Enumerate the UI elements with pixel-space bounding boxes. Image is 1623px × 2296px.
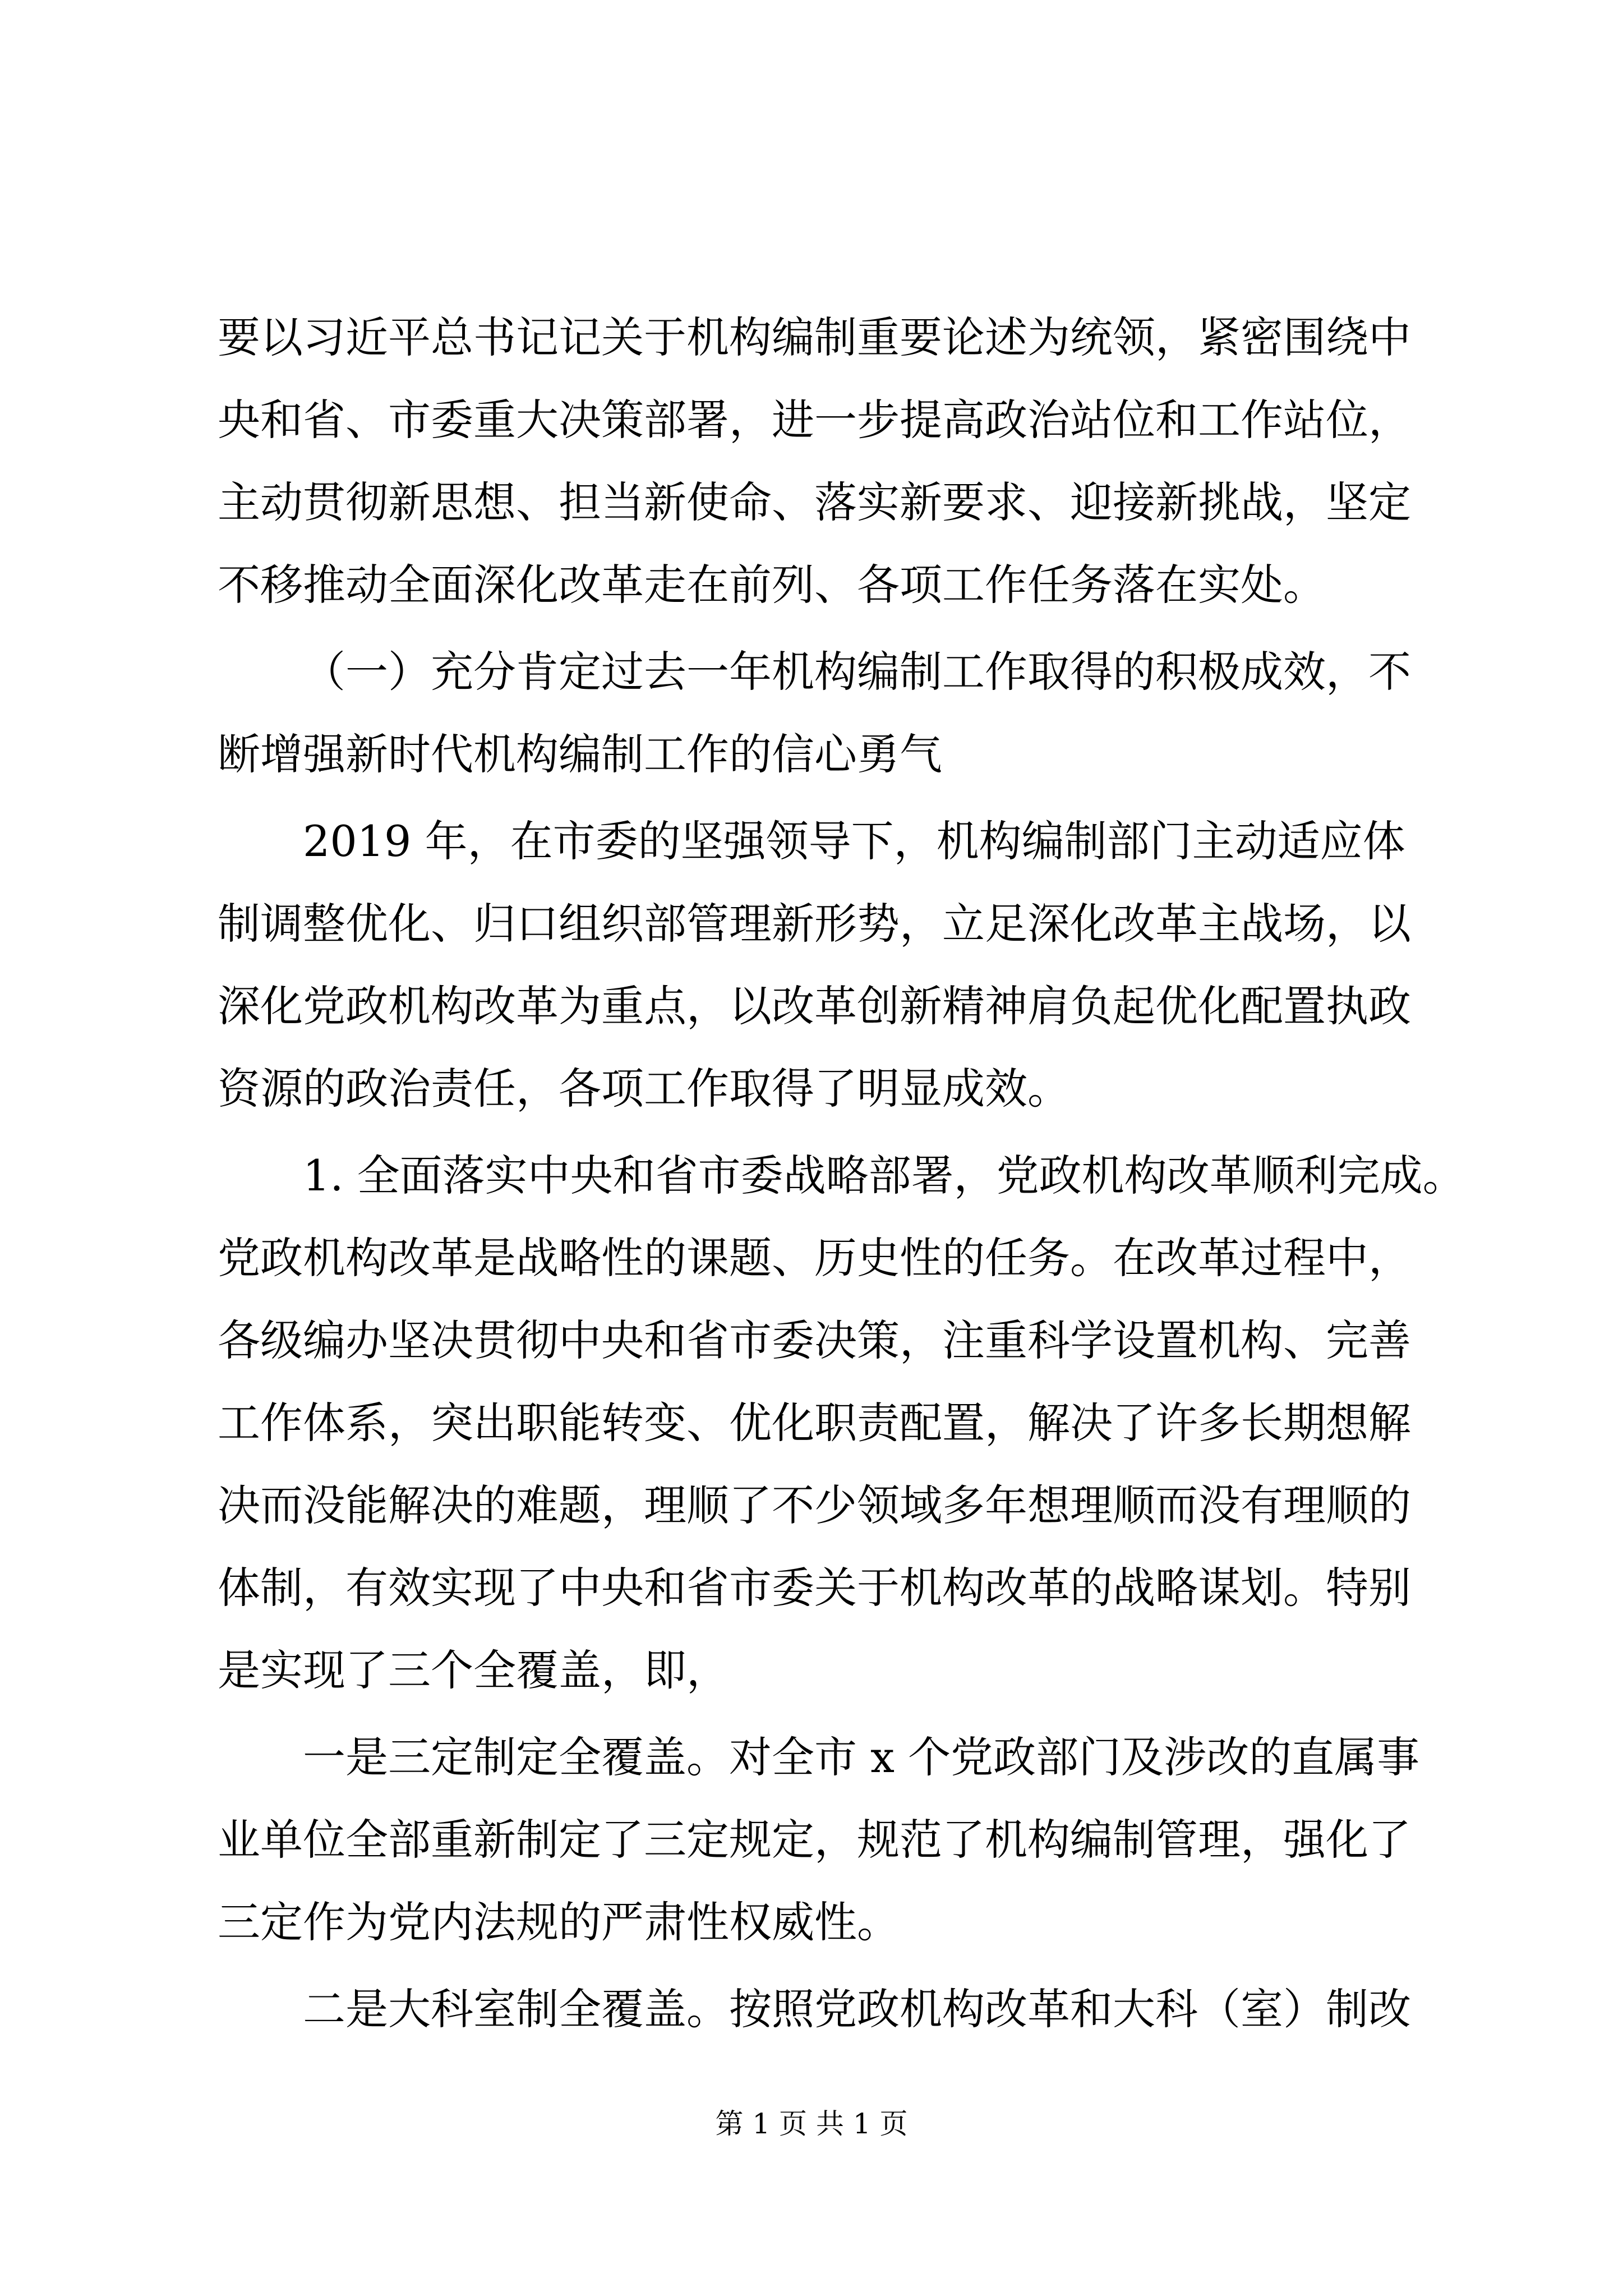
text-line: 主动贯彻新思想、担当新使命、落实新要求、迎接新挑战，坚定 (218, 477, 1411, 527)
text-line: 央和省、市委重大决策部署，进一步提高政治站位和工作站位， (218, 395, 1411, 445)
paragraph (218, 800, 1423, 1130)
paragraph (218, 1716, 1423, 1963)
text-line: （一）充分肯定过去一年机构编制工作取得的积极成效，不 (303, 647, 1411, 697)
text-line: 决而没能解决的难题，理顺了不少领域多年想理顺而没有理顺的 (218, 1480, 1411, 1530)
text-line: 体制，有效实现了中央和省市委关于机构改革的战略谋划。特别 (218, 1563, 1411, 1613)
paragraph (218, 1134, 1465, 1711)
text-line: 资源的政治责任，各项工作取得了明显成效。 (218, 1064, 1070, 1114)
text-line: 业单位全部重新制定了三定规定，规范了机构编制管理，强化了 (218, 1815, 1411, 1865)
paragraph (218, 296, 1423, 626)
section-heading (218, 631, 1423, 795)
text-line: 2019 年，在市委的坚强领导下，机构编制部门主动适应体 (303, 816, 1405, 866)
text-line: 要以习近平总书记记关于机构编制重要论述为统领，紧密围绕中 (218, 312, 1411, 362)
text-line: 一是三定制定全覆盖。对全市 x 个党政部门及涉改的直属事 (303, 1732, 1420, 1782)
text-line: 三定作为党内法规的严肃性权威性。 (218, 1897, 900, 1947)
text-line: 断增强新时代机构编制工作的信心勇气 (218, 729, 942, 779)
page-footer: 第 1 页 共 1 页 (715, 2108, 908, 2140)
text-line: 1. 全面落实中央和省市委战略部署，党政机构改革顺利完成。 (303, 1151, 1465, 1200)
text-line: 工作体系，突出职能转变、优化职责配置，解决了许多长期想解 (218, 1398, 1411, 1448)
text-line: 是实现了三个全覆盖，即， (218, 1645, 729, 1695)
text-line: 二是大科室制全覆盖。按照党政机构改革和大科（室）制改 (303, 1984, 1411, 2034)
text-line: 不移推动全面深化改革走在前列、各项工作任务落在实处。 (218, 560, 1326, 610)
text-line: 各级编办坚决贯彻中央和省市委决策，注重科学设置机构、完善 (218, 1315, 1411, 1365)
paragraph (218, 1968, 1423, 2050)
document-body (218, 296, 1465, 2050)
text-line: 深化党政机构改革为重点，以改革创新精神肩负起优化配置执政 (218, 981, 1411, 1031)
text-line: 党政机构改革是战略性的课题、历史性的任务。在改革过程中， (218, 1233, 1411, 1283)
text-line: 制调整优化、归口组织部管理新形势，立足深化改革主战场，以 (218, 899, 1411, 949)
